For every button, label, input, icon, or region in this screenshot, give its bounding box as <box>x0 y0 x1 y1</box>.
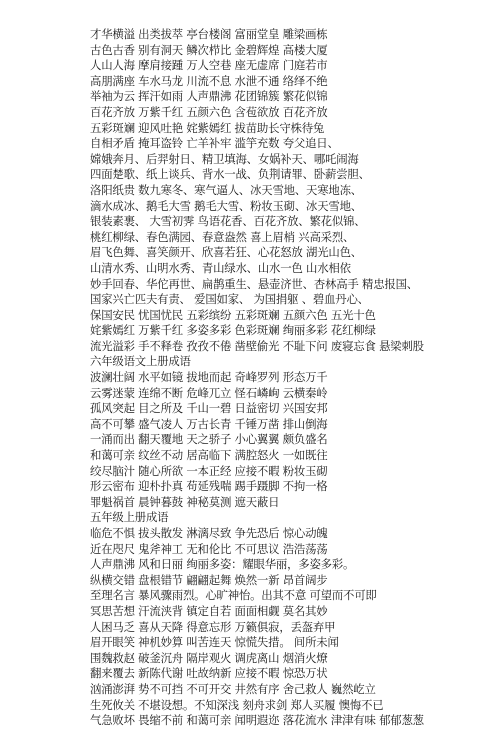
text-line: 国家兴亡匹夫有责、 爱国如家、 为国捐躯 、碧血丹心、 <box>90 292 369 307</box>
text-line: 举袖为云 挥汗如雨 人声鼎沸 花团锦簇 繁花似锦 <box>90 89 328 104</box>
text-line: 波澜壮阔 水平如镜 拔地而起 奇峰罗列 形态万千 <box>90 370 328 385</box>
text-line: 人山人海 摩肩接踵 万人空巷 座无虚席 门庭若市 <box>90 58 328 73</box>
text-line: 银装素裹、 大雪初霁 鸟语花香、百花齐放、繁花似锦、 <box>90 214 366 229</box>
text-line: 孤风突起 目之所及 千山一碧 日益密切 兴国安邦 <box>90 401 328 416</box>
text-line: 和蔼可亲 纹丝不动 居高临下 满腔怒火 一如既往 <box>90 448 328 463</box>
text-line: 纵横交错 盘根错节 翩翩起舞 焕然一新 昂首阔步 <box>90 572 328 587</box>
text-line: 六年级语文上册成语 <box>90 354 191 369</box>
text-line: 冥思苦想 汗流浃背 镇定自若 面面相觑 莫名其妙 <box>90 603 328 618</box>
text-line: 五年级上册成语 <box>90 510 169 525</box>
text-line: 形云密布 迎朴扑真 苟延残喘 踢手蹑脚 不拘一格 <box>90 479 328 494</box>
text-line: 至理名言 暴风骤雨烈。心旷神怡。出其不意 可望而不可即 <box>90 588 377 603</box>
text-line: 保国安民 忧国忧民 五彩缤纷 五彩斑斓 五颜六色 五光十色 <box>90 307 376 322</box>
text-line: 人困马乏 喜从天降 得意忘形 万籁俱寂，丢盔弃甲 <box>90 619 336 634</box>
text-line: 围魏救赵 破釜沉舟 隔岸观火 调虎离山 烟消火燎 <box>90 650 328 665</box>
text-line: 人声鼎沸 风和日丽 绚丽多姿：耀眼华丽，多姿多彩。 <box>90 557 355 572</box>
text-line: 嫦娥奔月、后羿射日、精卫填海、女娲补天、哪吒闹海 <box>90 151 359 166</box>
text-line: 一涌而出 翻天覆地 天之骄子 小心翼翼 颇负盛名 <box>90 432 328 447</box>
text-line: 眉飞色舞、喜笑颜开、欣喜若狂、心花怒放 湖光山色、 <box>90 245 362 260</box>
text-line: 眉开眼笑 神机妙算 叫苦连天 惊慌失措。 间所未闻 <box>90 635 339 650</box>
text-line: 古色古香 别有洞天 鳞次栉比 金碧辉煌 高楼大厦 <box>90 42 328 57</box>
idiom-text-block <box>90 27 490 729</box>
text-line: 翻来覆去 新陈代谢 吐故纳新 应接不暇 惊恐万状 <box>90 666 328 681</box>
text-line: 五彩斑斓 迎风吐艳 姹紫嫣红 拔苗助长守株待兔 <box>90 120 325 135</box>
text-line: 汹涌澎湃 势不可挡 不可开交 井然有序 舍己救人 巍然屹立 <box>90 681 376 696</box>
text-line: 高不可攀 盛气凌人 万古长青 千锤万凿 排山倒海 <box>90 416 328 431</box>
text-line: 气急败坏 畏缩不前 和蔼可亲 闻明遐迩 落花流水 津津有味 郁郁葱葱 <box>90 713 424 728</box>
text-line: 生死攸关 不堪设想。不知深浅 刻舟求剑 郑人买履 懊悔不已 <box>90 697 384 712</box>
text-line: 山清水秀、山明水秀、青山绿水、山水一色 山水相依 <box>90 260 351 275</box>
text-line: 自相矛盾 掩耳盗铃 亡羊补牢 滥竽充数 夸父追日、 <box>90 136 339 151</box>
text-line: 高朋满座 车水马龙 川流不息 水泄不通 络绎不绝 <box>90 73 328 88</box>
text-line: 绞尽脑汁 随心所欲 一本正经 应接不暇 粉妆玉砌 <box>90 463 328 478</box>
text-line: 桃红柳绿、春色满园、春意盎然 喜上眉梢 兴高采烈、 <box>90 229 355 244</box>
text-line: 妙手回春、华佗再世、扁鹊重生、悬壶济世、杏林高手 精忠报国、 <box>90 276 418 291</box>
text-line: 姹紫嫣红 万紫千红 多姿多彩 色彩斑斓 绚丽多彩 花红柳绿 <box>90 323 376 338</box>
text-line: 才华横溢 出类拔萃 亭台楼阁 富丽堂皇 雕梁画栋 <box>90 27 328 41</box>
text-line: 流光溢彩 手不释卷 孜孜不倦 凿壁偷光 不耻下问 废寝忘食 悬梁刺股 <box>90 338 424 353</box>
text-line: 滴水成冰、鹅毛大雪 鹅毛大雪、粉妆玉砌、冰天雪地、 <box>90 198 362 213</box>
text-line: 近在咫尺 鬼斧神工 无和伦比 不可思议 浩浩荡荡 <box>90 541 328 556</box>
text-line: 罪魁祸首 晨钟暮鼓 神秘莫测 遮天蔽日 <box>90 494 280 509</box>
text-line: 百花齐放 万紫千红 五颜六色 含苞欲放 百花齐放 <box>90 104 328 119</box>
text-line: 云雾迷蒙 连绵不断 危峰兀立 怪石嶙峋 云横秦岭 <box>90 385 328 400</box>
text-line: 临危不惧 拔头散发 淋漓尽致 争先恐后 惊心动魄 <box>90 526 328 540</box>
text-line: 洛阳纸贵 数九寒冬、寒气逼人、冰天雪地、天寒地冻、 <box>90 182 362 197</box>
text-line: 四面楚歌、纸上谈兵、背水一战、负荆请罪、卧薪尝胆、 <box>90 167 370 182</box>
